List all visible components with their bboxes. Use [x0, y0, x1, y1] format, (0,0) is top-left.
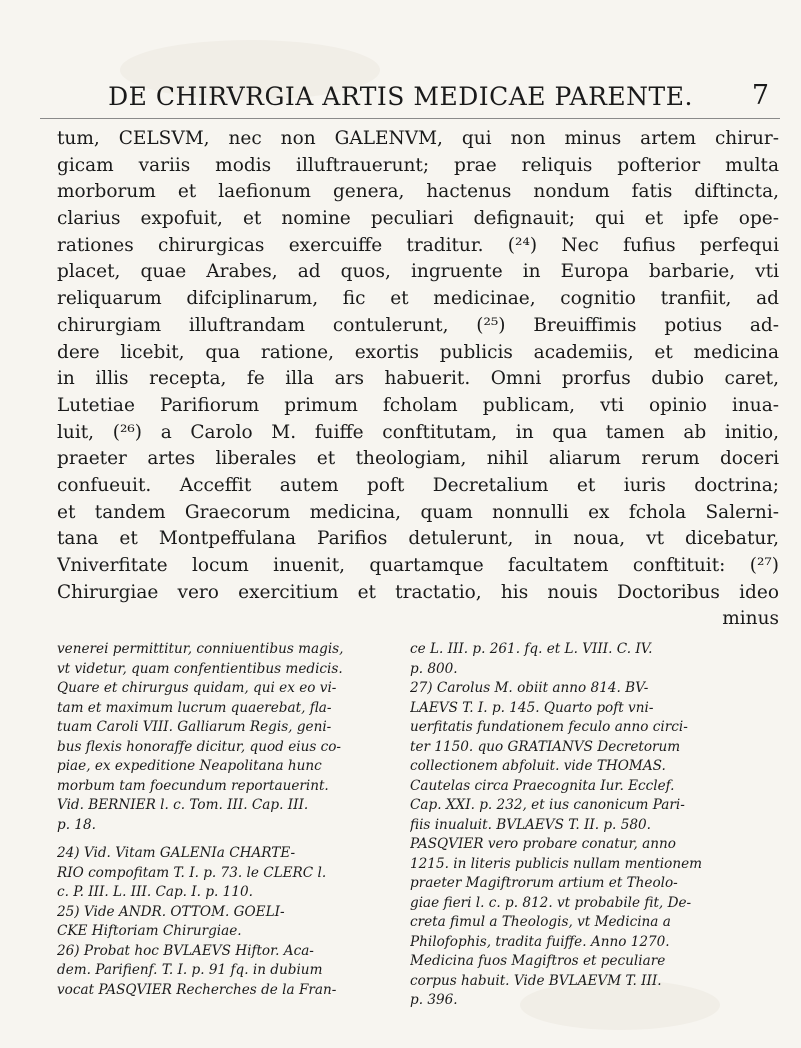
footnote-line: creta fimul a Theologis, vt Medicina a: [410, 914, 671, 930]
text-line: et tandem Graecorum medicina, quam nonnulli ex fchola Salerni-: [57, 501, 779, 523]
footnote-line: c. P. III. L. III. Cap. I. p. 110.: [57, 884, 253, 900]
text-line: placet, quae Arabes, ad quos, ingruente in Europa barbarie, vti: [57, 261, 779, 283]
footnote-line: ce L. III. p. 261. fq. et L. VIII. C. IV.: [410, 641, 653, 657]
footnote-line: 1215. in literis publicis nullam mentionem: [410, 855, 703, 872]
footnote-line: Cautelas circa Praecognita Iur. Ecclef.: [410, 777, 675, 794]
footnote-line: p. 18.: [57, 816, 96, 833]
text-line: gicam variis modis illuftrauerunt; prae reliquis pofterior multa: [57, 154, 779, 176]
footnote-line: giae fieri l. c. p. 812. vt probabile fit, De-: [410, 894, 692, 911]
text-line: confueuit. Acceffit autem poft Decretalium et iuris doctrina;: [57, 474, 779, 496]
footnote-line: praeter Magiftrorum artium et Theolo-: [410, 875, 678, 891]
footnote-line: p. 396.: [410, 992, 458, 1008]
catchword: minus: [722, 608, 779, 630]
footnote-line: vocat PASQVIER Recherches de la Fran-: [57, 981, 337, 998]
footnote-line: Quare et chirurgus quidam, qui ex eo vi-: [57, 680, 337, 696]
footnote-line: PASQVIER vero probare conatur, anno: [410, 836, 676, 852]
text-line: Lutetiae Parifiorum primum fcholam publicam, vti opinio inua-: [57, 394, 779, 416]
footnote-line: Vid. BERNIER l. c. Tom. III. Cap. III.: [57, 797, 309, 813]
footnote-line: piae, ex expeditione Neapolitana hunc: [57, 758, 322, 774]
footnote-line: Cap. XXI. p. 232, et ius canonicum Pari-: [410, 797, 685, 813]
footnote-line: ter 1150. quo GRATIANVS Decretorum: [410, 738, 681, 755]
footnote-line: dem. Parifienf. T. I. p. 91 fq. in dubium: [57, 962, 323, 978]
footnote-line: 24) Vid. Vitam GALENIa CHARTE-: [57, 845, 296, 861]
footnote-line: 26) Probat hoc BVLAEVS Hiftor. Aca-: [57, 942, 314, 959]
text-line: in illis recepta, fe illa ars habuerit. Omni prorfus dubio caret,: [57, 368, 779, 390]
header-rule: [40, 118, 780, 119]
running-head: DE CHIRVRGIA ARTIS MEDICAE PARENTE.: [108, 82, 693, 111]
text-line: dere licebit, qua ratione, exortis publicis academiis, et medicina: [57, 341, 779, 363]
footnote-line: 27) Carolus M. obiit anno 814. BV-: [410, 680, 649, 696]
text-line: morborum et laefionum genera, hactenus nondum fatis diftincta,: [57, 181, 779, 203]
footnote-line: fiis inualuit. BVLAEVS T. II. p. 580.: [410, 816, 651, 833]
text-line: tana et Montpeffulana Parifios detulerunt, in noua, vt dicebatur,: [57, 528, 779, 550]
text-line: reliquarum difciplinarum, fic et medicinae, cognitio tranfiit, ad: [57, 288, 779, 310]
footnote-line: vt videtur, quam confentientibus medicis.: [57, 660, 343, 677]
footnote-line: corpus habuit. Vide BVLAEVM T. III.: [410, 972, 662, 989]
footnote-line: Philofophis, tradita fuiffe. Anno 1270.: [410, 933, 670, 950]
footnote-line: venerei permittitur, conniuentibus magis,: [57, 641, 344, 657]
footnotes-left-column: [57, 640, 427, 1000]
footnote-line: tam et maximum lucrum quaerebat, fla-: [57, 699, 332, 716]
footnote-line: LAEVS T. I. p. 145. Quarto poft vni-: [410, 699, 654, 716]
text-line: Vniverfitate locum inuenit, quartamque facultatem conftituit: (²⁷): [57, 555, 779, 576]
footnote-line: RIO compofitam T. I. p. 73. le CLERC l.: [57, 864, 327, 881]
text-line: Chirurgiae vero exercitium et tractatio, his nouis Doctoribus ideo: [57, 581, 779, 603]
text-line: luit, (²⁶) a Carolo M. fuiffe conftitutam, in qua tamen ab initio,: [57, 421, 779, 443]
footnote-line: collectionem abfoluit. vide THOMAS.: [410, 758, 666, 774]
footnote-line: Medicina fuos Magiftros et peculiare: [410, 953, 666, 969]
text-line: chirurgiam illuftrandam contulerunt, (²⁵) Breuiffimis potius ad-: [57, 314, 779, 336]
footnote-line: bus flexis honoraffe dicitur, quod eius co-: [57, 738, 342, 755]
text-line: praeter artes liberales et theologiam, nihil aliarum rerum doceri: [57, 448, 779, 470]
footnote-line: morbum tam foecundum reportauerint.: [57, 777, 329, 794]
footnote-line: CKE Hiftoriam Chirurgiae.: [57, 923, 242, 939]
page-number: 7: [751, 80, 769, 111]
footnote-gap: [57, 835, 427, 844]
footnote-line: 25) Vide ANDR. OTTOM. GOELI-: [57, 903, 285, 920]
footnote-line: p. 800.: [410, 660, 458, 677]
text-line: rationes chirurgicas exercuiffe traditur. (²⁴) Nec fufius perfequi: [57, 234, 779, 256]
text-line: tum, CELSVM, nec non GALENVM, qui non minus artem chirur-: [57, 128, 779, 149]
footnote-line: tuam Caroli VIII. Galliarum Regis, geni-: [57, 719, 332, 735]
page-header: [0, 80, 801, 120]
text-line: clarius expofuit, et nomine peculiari defignauit; qui et ipfe ope-: [57, 208, 779, 230]
footnotes-right-column: [410, 640, 781, 1011]
main-text: [57, 126, 779, 633]
footnote-line: uerfitatis fundationem feculo anno circi-: [410, 719, 688, 735]
